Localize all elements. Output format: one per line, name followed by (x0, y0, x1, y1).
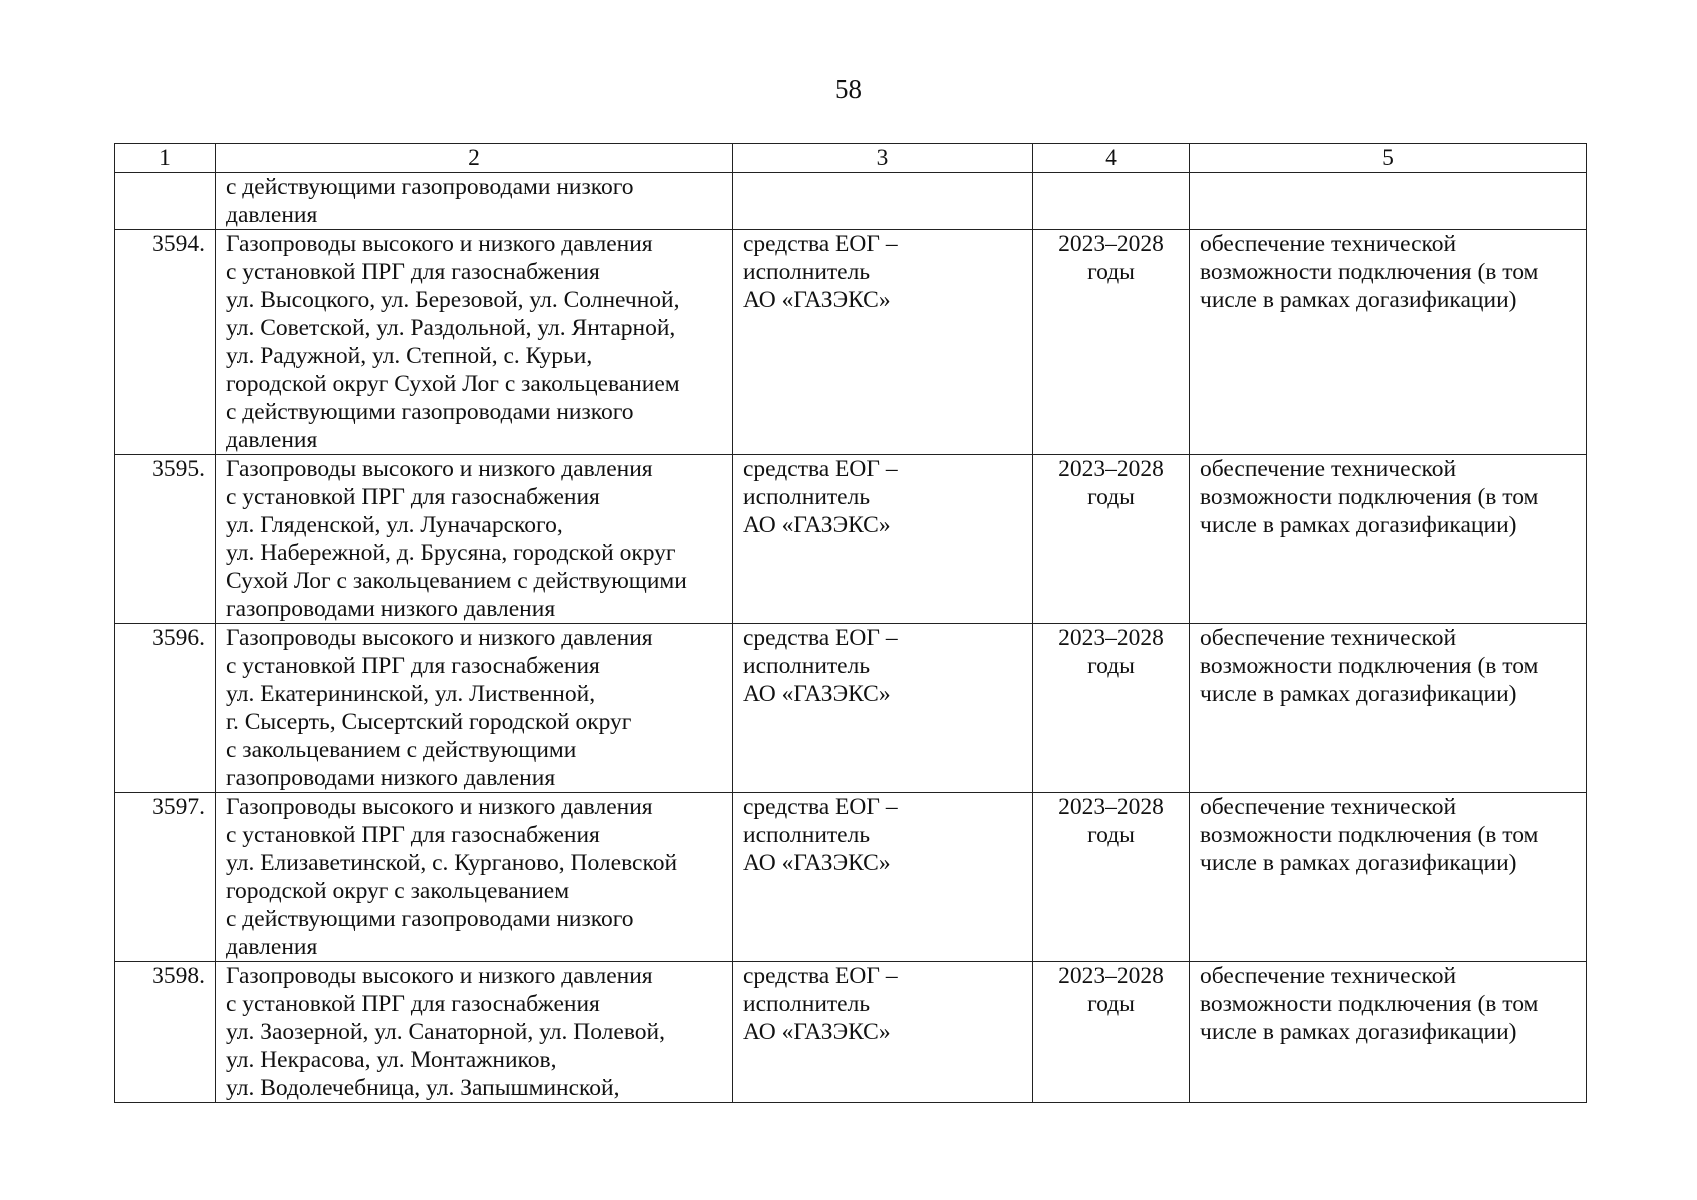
cell-num (115, 173, 216, 230)
source-line: АО «ГАЗЭКС» (743, 681, 891, 707)
period-line: 2023–2028 (1058, 456, 1164, 482)
cell-purpose (1190, 455, 1587, 624)
cell-period (1033, 962, 1190, 1103)
period-line: 2023–2028 (1058, 231, 1164, 257)
cell-description (216, 962, 733, 1103)
purpose-line: числе в рамках догазификации) (1200, 287, 1517, 313)
purpose-line: обеспечение технической (1200, 231, 1457, 257)
cell-source (733, 230, 1033, 455)
period-line: годы (1087, 822, 1135, 848)
description-line: г. Сысерть, Сысертский городской округ (226, 709, 632, 735)
source-line: средства ЕОГ – (743, 625, 898, 651)
purpose-line: числе в рамках догазификации) (1200, 512, 1517, 538)
description-line: с закольцеванием с действующими (226, 737, 577, 763)
description-line: с действующими газопроводами низкого (226, 174, 634, 200)
cell-purpose (1190, 962, 1587, 1103)
description-line: ул. Гляденской, ул. Луначарского, (226, 512, 563, 538)
purpose-line: числе в рамках догазификации) (1200, 850, 1517, 876)
period-line: 2023–2028 (1058, 794, 1164, 820)
description-line: ул. Заозерной, ул. Санаторной, ул. Полевой, (226, 1019, 665, 1045)
source-line: АО «ГАЗЭКС» (743, 287, 891, 313)
description-line: с действующими газопроводами низкого (226, 906, 634, 932)
description-line: Газопроводы высокого и низкого давления (226, 794, 653, 820)
description-line: давления (226, 934, 318, 960)
source-line: АО «ГАЗЭКС» (743, 512, 891, 538)
description-line: городской округ с закольцеванием (226, 878, 570, 904)
period-line: годы (1087, 991, 1135, 1017)
purpose-line: возможности подключения (в том (1200, 822, 1539, 848)
purpose-line: возможности подключения (в том (1200, 991, 1539, 1017)
column-header: 5 (1190, 144, 1587, 173)
cell-source (733, 962, 1033, 1103)
cell-num: 3594. (115, 230, 216, 455)
description-line: Газопроводы высокого и низкого давления (226, 456, 653, 482)
purpose-line: обеспечение технической (1200, 794, 1457, 820)
description-line: газопроводами низкого давления (226, 765, 556, 791)
source-line: исполнитель (743, 991, 871, 1017)
table-row (115, 962, 1587, 1103)
purpose-line: обеспечение технической (1200, 963, 1457, 989)
cell-description (216, 230, 733, 455)
description-line: Газопроводы высокого и низкого давления (226, 625, 653, 651)
table-row (115, 793, 1587, 962)
cell-description (216, 455, 733, 624)
cell-source (733, 624, 1033, 793)
table-row (115, 624, 1587, 793)
period-line: 2023–2028 (1058, 625, 1164, 651)
data-table (114, 143, 1587, 1103)
cell-num: 3596. (115, 624, 216, 793)
purpose-line: возможности подключения (в том (1200, 259, 1539, 285)
table-row (115, 455, 1587, 624)
description-line: Сухой Лог с закольцеванием с действующими (226, 568, 687, 594)
period-line: 2023–2028 (1058, 963, 1164, 989)
description-line: газопроводами низкого давления (226, 596, 556, 622)
description-line: ул. Высоцкого, ул. Березовой, ул. Солнечной, (226, 287, 680, 313)
column-header: 2 (216, 144, 733, 173)
continuation-row (115, 173, 1587, 230)
description-line: ул. Радужной, ул. Степной, с. Курьи, (226, 343, 593, 369)
cell-period (1033, 624, 1190, 793)
description-line: ул. Елизаветинской, с. Курганово, Полевской (226, 850, 678, 876)
source-line: средства ЕОГ – (743, 963, 898, 989)
description-line: городской округ Сухой Лог с закольцеванием (226, 371, 680, 397)
purpose-line: обеспечение технической (1200, 456, 1457, 482)
cell-purpose (1190, 230, 1587, 455)
source-line: средства ЕОГ – (743, 456, 898, 482)
source-line: средства ЕОГ – (743, 794, 898, 820)
purpose-line: возможности подключения (в том (1200, 653, 1539, 679)
table-row (115, 230, 1587, 455)
cell-description (216, 173, 733, 230)
description-line: ул. Некрасова, ул. Монтажников, (226, 1047, 557, 1073)
description-line: с установкой ПРГ для газоснабжения (226, 484, 600, 510)
cell-num: 3597. (115, 793, 216, 962)
description-line: с установкой ПРГ для газоснабжения (226, 653, 600, 679)
cell-description (216, 793, 733, 962)
description-line: с установкой ПРГ для газоснабжения (226, 991, 600, 1017)
source-line: АО «ГАЗЭКС» (743, 850, 891, 876)
description-line: с установкой ПРГ для газоснабжения (226, 259, 600, 285)
cell-period (1033, 173, 1190, 230)
description-line: с действующими газопроводами низкого (226, 399, 634, 425)
description-line: ул. Екатерининской, ул. Лиственной, (226, 681, 596, 707)
cell-num: 3595. (115, 455, 216, 624)
cell-period (1033, 793, 1190, 962)
description-line: ул. Набережной, д. Брусяна, городской округ (226, 540, 676, 566)
description-line: давления (226, 202, 318, 228)
source-line: исполнитель (743, 259, 871, 285)
cell-source (733, 455, 1033, 624)
source-line: исполнитель (743, 484, 871, 510)
cell-source (733, 173, 1033, 230)
cell-description (216, 624, 733, 793)
header-row (115, 144, 1587, 173)
source-line: исполнитель (743, 822, 871, 848)
page-number: 58 (835, 74, 862, 104)
purpose-line: числе в рамках догазификации) (1200, 1019, 1517, 1045)
purpose-line: обеспечение технической (1200, 625, 1457, 651)
column-header: 1 (115, 144, 216, 173)
column-header: 3 (733, 144, 1033, 173)
source-line: АО «ГАЗЭКС» (743, 1019, 891, 1045)
description-line: ул. Советской, ул. Раздольной, ул. Янтарной, (226, 315, 676, 341)
description-line: с установкой ПРГ для газоснабжения (226, 822, 600, 848)
column-header: 4 (1033, 144, 1190, 173)
cell-period (1033, 230, 1190, 455)
cell-num: 3598. (115, 962, 216, 1103)
period-line: годы (1087, 484, 1135, 510)
purpose-line: числе в рамках догазификации) (1200, 681, 1517, 707)
description-line: Газопроводы высокого и низкого давления (226, 963, 653, 989)
description-line: ул. Водолечебница, ул. Запышминской, (226, 1075, 620, 1101)
cell-purpose (1190, 793, 1587, 962)
description-line: Газопроводы высокого и низкого давления (226, 231, 653, 257)
source-line: исполнитель (743, 653, 871, 679)
purpose-line: возможности подключения (в том (1200, 484, 1539, 510)
period-line: годы (1087, 653, 1135, 679)
cell-source (733, 793, 1033, 962)
source-line: средства ЕОГ – (743, 231, 898, 257)
description-line: давления (226, 427, 318, 453)
period-line: годы (1087, 259, 1135, 285)
cell-purpose (1190, 173, 1587, 230)
cell-period (1033, 455, 1190, 624)
cell-purpose (1190, 624, 1587, 793)
